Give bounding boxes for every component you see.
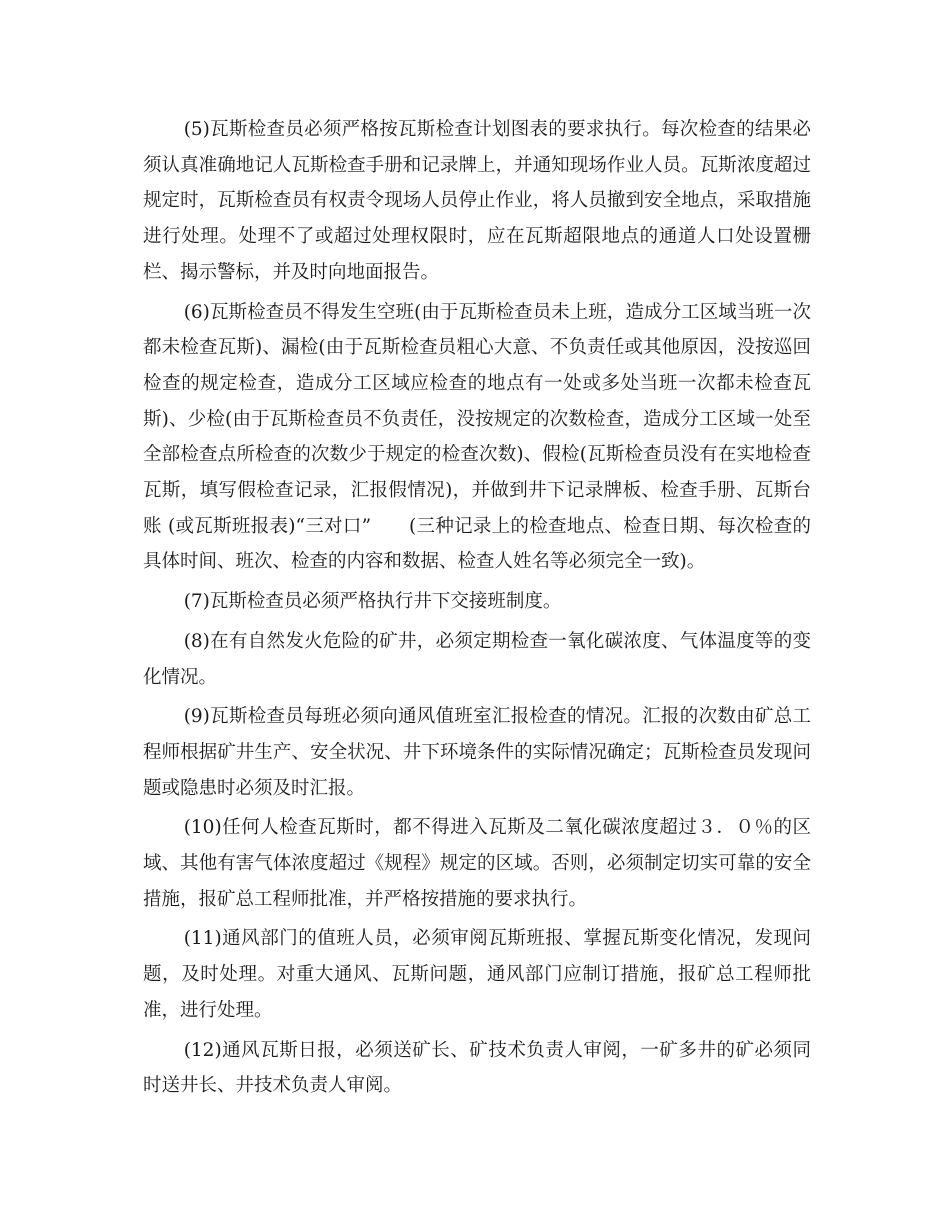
paragraph-9: (9)瓦斯检查员每班必须向通风值班室汇报检查的情况。汇报的次数由矿总工程师根据矿井生产、安全状况、井下环境条件的实际情况确定；瓦斯检查员发现问题或隐患时必须及时汇报。 xyxy=(143,706,811,799)
paragraph-11: (11)通风部门的值班人员，必须审阅瓦斯班报、掌握瓦斯变化情况，发现问题，及时处理。对重大通风、瓦斯问题，通风部门应制订措施，报矿总工程师批准，进行处理。 xyxy=(143,928,811,1021)
document-body xyxy=(143,112,811,1108)
paragraph-12: (12)通风瓦斯日报，必须送矿长、矿技术负责人审阅，一矿多井的矿必须同时送井长、井技术负责人审阅。 xyxy=(143,1039,811,1097)
paragraph-7: (7)瓦斯检查员必须严格执行井下交接班制度。 xyxy=(183,591,562,613)
paragraph-6: (6)瓦斯检查员不得发生空班(由于瓦斯检查员未上班，造成分工区域当班一次都未检查瓦斯)、漏检(由于瓦斯检查员粗心大意、不负责任或其他原因，没按巡回检查的规定检查，造成分工区域应检查的地点有一处或多处当班一次都未检查瓦斯)、少检(由于瓦斯检查员不负责任，没按规定的次数检查，造成分工区域一处至全部检查点所检查的次数少于规定的检查次数)、假检(瓦斯检查员没有在实地检查瓦斯，填写假检查记录，汇报假情况)，并做到井下记录牌板、检查手册、瓦斯台账 (或瓦斯班报表)“三对口” (三种记录上的检查地点、检查日期、每次检查的具体时间、班次、检查的内容和数据、检查人姓名等必须完全一致)。 xyxy=(143,301,811,573)
paragraph-8: (8)在有自然发火危险的矿井，必须定期检查一氧化碳浓度、气体温度等的变化情况。 xyxy=(143,630,811,688)
paragraph-5: (5)瓦斯检查员必须严格按瓦斯检查计划图表的要求执行。每次检查的结果必须认真准确地记人瓦斯检查手册和记录牌上，并通知现场作业人员。瓦斯浓度超过规定时，瓦斯检查员有权责令现场人员停止作业，将人员撤到安全地点，采取措施进行处理。处理不了或超过处理权限时，应在瓦斯超限地点的通道人口处设置栅栏、揭示警标，并及时向地面报告。 xyxy=(143,119,811,283)
paragraph-10: (10)任何人检查瓦斯时，都不得进入瓦斯及二氧化碳浓度超过３．０％的区域、其他有害气体浓度超过《规程》规定的区域。否则，必须制定切实可靠的安全措施，报矿总工程师批准，并严格按措施的要求执行。 xyxy=(143,817,811,910)
